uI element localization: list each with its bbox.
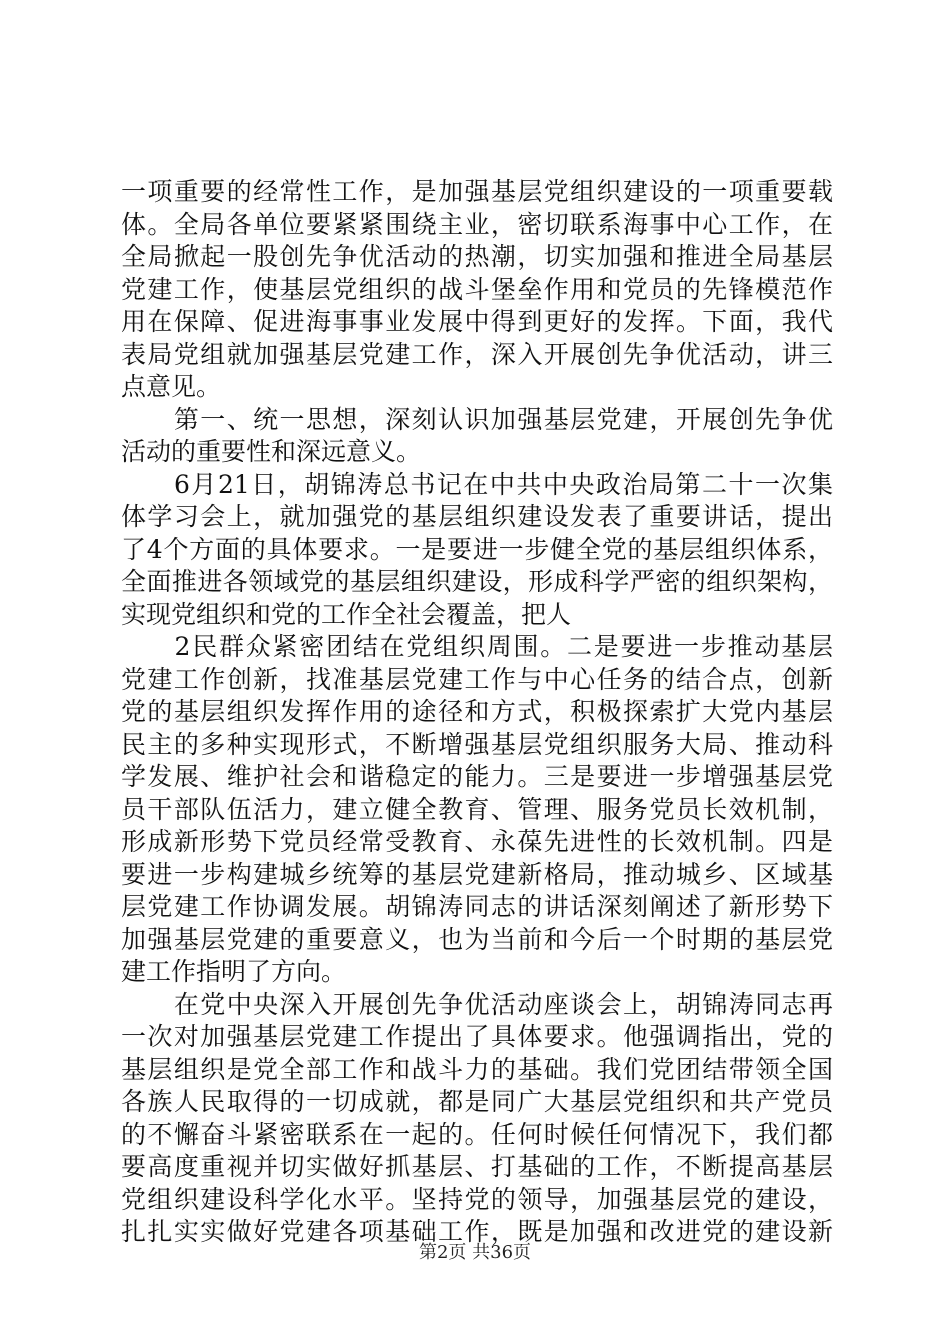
text-line: 层党建工作协调发展。胡锦涛同志的讲话深刻阐述了新形势下 xyxy=(121,892,833,921)
text-line: 全局掀起一股创先争优活动的热潮，切实加强和推进全局基层 xyxy=(121,242,833,271)
text-line: 党的基层组织发挥作用的途径和方式，积极探索扩大党内基层 xyxy=(121,697,833,726)
text-line: 员干部队伍活力，建立健全教育、管理、服务党员长效机制， xyxy=(121,794,833,824)
text-line: 全面推进各领域党的基层组织建设，形成科学严密的组织架构， xyxy=(121,567,833,596)
page-footer xyxy=(0,1242,950,1264)
paragraph-symposium xyxy=(121,989,833,1249)
text-line: 加强基层党建的重要意义，也为当前和今后一个时期的基层党 xyxy=(121,924,833,954)
text-line: 体。全局各单位要紧紧围绕主业，密切联系海事中心工作，在 xyxy=(121,209,833,239)
page-number: 第2页 共36页 xyxy=(418,1242,532,1263)
text-line: 各族人民取得的一切成就，都是同广大基层党组织和共产党员 xyxy=(121,1087,833,1116)
text-line: 在党中央深入开展创先争优活动座谈会上，胡锦涛同志再 xyxy=(121,989,833,1019)
text-line: 要进一步构建城乡统筹的基层党建新格局，推动城乡、区域基 xyxy=(121,859,833,889)
text-line: 党组织建设科学化水平。坚持党的领导，加强基层党的建设， xyxy=(121,1184,833,1214)
text-line: 了4个方面的具体要求。一是要进一步健全党的基层组织体系， xyxy=(121,534,833,564)
paragraph-speech-june21 xyxy=(121,469,833,632)
text-line: 2民群众紧密团结在党组织周围。二是要进一步推动基层 xyxy=(121,632,833,661)
paragraph-requirements xyxy=(121,631,833,989)
text-line: 6月21日，胡锦涛总书记在中共中央政治局第二十一次集 xyxy=(121,469,833,499)
text-line: 活动的重要性和深远意义。 xyxy=(121,437,422,466)
text-line: 党建工作，使基层党组织的战斗堡垒作用和党员的先锋模范作 xyxy=(121,274,833,304)
text-line: 建工作指明了方向。 xyxy=(121,957,347,986)
text-line: 一次对加强基层党建工作提出了具体要求。他强调指出，党的 xyxy=(121,1022,833,1051)
text-line: 用在保障、促进海事事业发展中得到更好的发挥。下面，我代 xyxy=(121,307,833,336)
text-line: 学发展、维护社会和谐稳定的能力。三是要进一步增强基层党 xyxy=(121,762,833,791)
paragraph-intro xyxy=(121,176,833,404)
text-line: 党建工作创新，找准基层党建工作与中心任务的结合点，创新 xyxy=(121,664,833,694)
text-line: 民主的多种实现形式，不断增强基层党组织服务大局、推动科 xyxy=(121,729,833,759)
text-line: 一项重要的经常性工作，是加强基层党组织建设的一项重要载 xyxy=(121,177,833,206)
paragraph-section-heading xyxy=(121,404,833,469)
text-line: 要高度重视并切实做好抓基层、打基础的工作，不断提高基层 xyxy=(121,1152,833,1181)
text-line: 扎扎实实做好党建各项基础工作，既是加强和改进党的建设新 xyxy=(121,1217,833,1246)
text-line: 第一、统一思想，深刻认识加强基层党建，开展创先争优 xyxy=(121,404,833,434)
text-line: 形成新形势下党员经常受教育、永葆先进性的长效机制。四是 xyxy=(121,827,833,856)
text-line: 表局党组就加强基层党建工作，深入开展创先争优活动，讲三 xyxy=(121,339,833,369)
text-line: 基层组织是党全部工作和战斗力的基础。我们党团结带领全国 xyxy=(121,1054,833,1084)
text-line: 点意见。 xyxy=(121,372,222,401)
text-line: 体学习会上，就加强党的基层组织建设发表了重要讲话，提出 xyxy=(121,502,833,531)
text-line: 的不懈奋斗紧密联系在一起的。任何时候任何情况下，我们都 xyxy=(121,1119,833,1149)
document-body xyxy=(121,176,833,1249)
text-line: 实现党组织和党的工作全社会覆盖，把人 xyxy=(121,599,572,629)
